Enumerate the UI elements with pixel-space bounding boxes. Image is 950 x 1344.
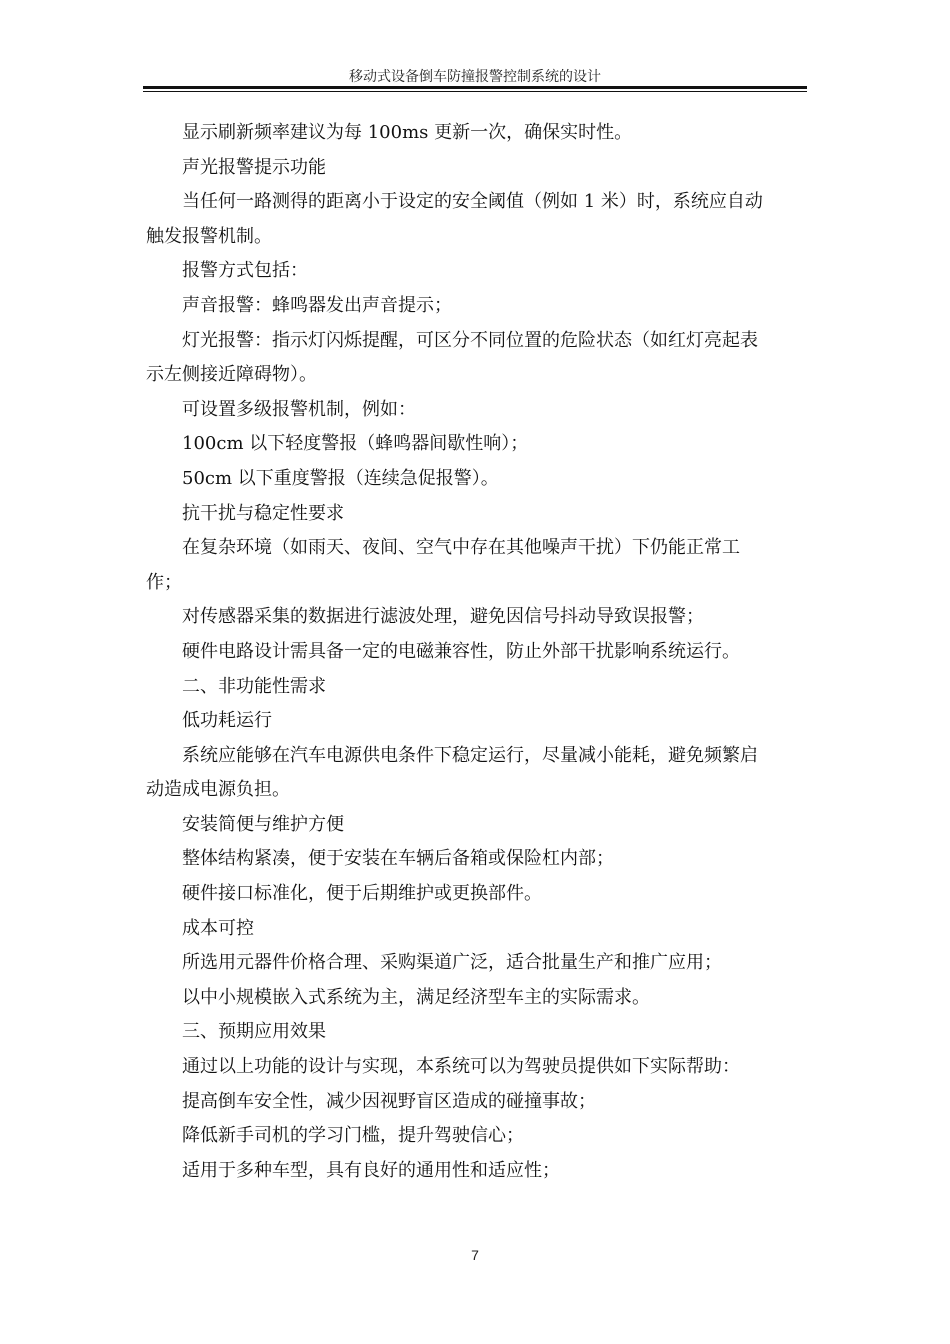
- section-subheading: 低功耗运行: [182, 710, 272, 732]
- page-number: 7: [471, 1247, 479, 1263]
- text-line: 系统应能够在汽车电源供电条件下稳定运行，尽量减小能耗，避免频繁启: [182, 744, 758, 766]
- section-subheading: 成本可控: [182, 917, 254, 939]
- text-line: 动造成电源负担。: [146, 779, 290, 801]
- text-line: 以中小规模嵌入式系统为主，满足经济型车主的实际需求。: [182, 986, 650, 1008]
- document-body: [146, 116, 810, 1188]
- section-subheading: 抗干扰与稳定性要求: [182, 502, 344, 524]
- text-line: 在复杂环境（如雨天、夜间、空气中存在其他噪声干扰）下仍能正常工: [182, 537, 740, 559]
- text-line: 降低新手司机的学习门槛，提升驾驶信心；: [182, 1125, 524, 1147]
- section-subheading: 安装简便与维护方便: [182, 813, 344, 835]
- text-line: 硬件接口标准化，便于后期维护或更换部件。: [182, 883, 542, 905]
- section-heading: 三、预期应用效果: [182, 1021, 326, 1043]
- text-line: 适用于多种车型，具有良好的通用性和适应性；: [182, 1159, 560, 1181]
- text-line: 作；: [146, 571, 182, 593]
- text-line: 声音报警：蜂鸣器发出声音提示；: [182, 294, 452, 316]
- text-line: 可设置多级报警机制，例如：: [182, 398, 416, 420]
- text-line: 100cm 以下轻度警报（蜂鸣器间歇性响）；: [182, 433, 529, 455]
- text-line: 显示刷新频率建议为每 100ms 更新一次，确保实时性。: [182, 122, 633, 143]
- text-line: 所选用元器件价格合理、采购渠道广泛，适合批量生产和推广应用；: [182, 952, 722, 974]
- text-line: 提高倒车安全性，减少因视野盲区造成的碰撞事故；: [182, 1090, 596, 1112]
- text-line: 硬件电路设计需具备一定的电磁兼容性，防止外部干扰影响系统运行。: [182, 640, 740, 662]
- text-line: 报警方式包括：: [182, 260, 308, 282]
- header-rule-thick: [143, 86, 807, 89]
- section-subheading: 声光报警提示功能: [182, 156, 326, 178]
- text-line: 示左侧接近障碍物）。: [146, 364, 317, 386]
- text-line: 对传感器采集的数据进行滤波处理，避免因信号抖动导致误报警；: [182, 606, 704, 628]
- section-heading: 二、非功能性需求: [182, 675, 326, 697]
- running-header-title: 移动式设备倒车防撞报警控制系统的设计: [349, 69, 601, 85]
- text-line: 整体结构紧凑，便于安装在车辆后备箱或保险杠内部；: [182, 848, 614, 870]
- text-line: 50cm 以下重度警报（连续急促报警）。: [182, 467, 499, 489]
- header-rule-thin: [143, 91, 807, 92]
- text-line: 触发报警机制。: [146, 225, 272, 247]
- text-line: 灯光报警：指示灯闪烁提醒，可区分不同位置的危险状态（如红灯亮起表: [182, 329, 758, 351]
- text-line: 通过以上功能的设计与实现，本系统可以为驾驶员提供如下实际帮助：: [182, 1056, 740, 1078]
- text-line: 当任何一路测得的距离小于设定的安全阈值（例如 1 米）时，系统应自动: [182, 191, 763, 213]
